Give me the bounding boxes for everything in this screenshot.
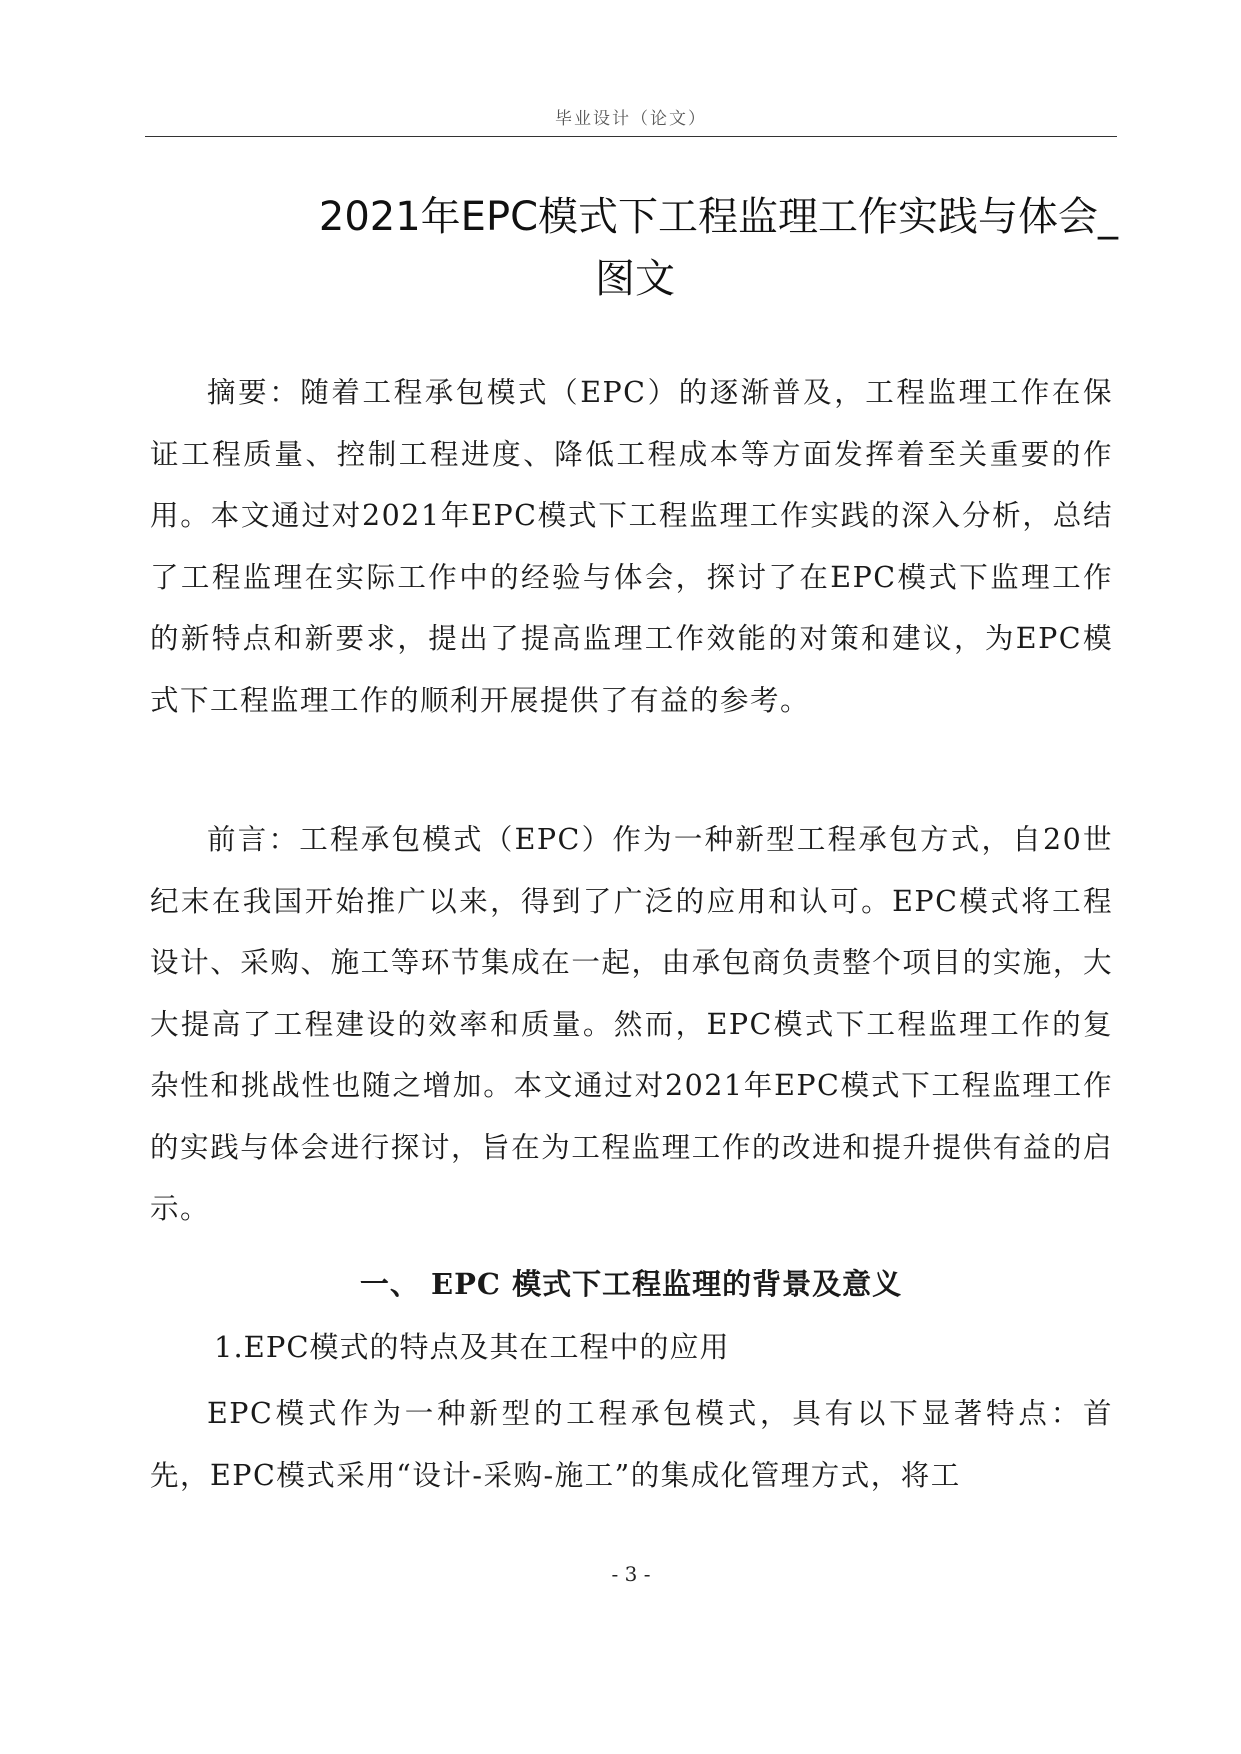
title-line-1: 2021年EPC模式下工程监理工作实践与体会_ bbox=[318, 194, 1118, 240]
document-title bbox=[150, 186, 1120, 310]
section-heading: 一、 EPC 模式下工程监理的背景及意义 bbox=[359, 1267, 903, 1301]
header-divider bbox=[145, 136, 1117, 137]
page-header: 毕业设计（论文） bbox=[555, 109, 707, 129]
body-paragraph: EPC模式作为一种新型的工程承包模式，具有以下显著特点：首先，EPC模式采用“设计-采购-施工”的集成化管理方式，将工 bbox=[150, 1397, 1113, 1492]
abstract-paragraph: 摘要：随着工程承包模式（EPC）的逐渐普及，工程监理工作在保证工程质量、控制工程进度、降低工程成本等方面发挥着至关重要的作用。本文通过对2021年EPC模式下工程监理工作实践的深入分析，总结了工程监理在实际工作中的经验与体会，探讨了在EPC模式下监理工作的新特点和新要求，提出了提高监理工作效能的对策和建议，为EPC模式下工程监理工作的顺利开展提供了有益的参考。 bbox=[150, 376, 1113, 717]
subsection-heading: 1.EPC模式的特点及其在工程中的应用 bbox=[214, 1330, 730, 1364]
foreword-paragraph: 前言：工程承包模式（EPC）作为一种新型工程承包方式，自20世纪末在我国开始推广以来，得到了广泛的应用和认可。EPC模式将工程设计、采购、施工等环节集成在一起，由承包商负责整个项目的实施，大大提高了工程建设的效率和质量。然而，EPC模式下工程监理工作的复杂性和挑战性也随之增加。本文通过对2021年EPC模式下工程监理工作的实践与体会进行探讨，旨在为工程监理工作的改进和提升提供有益的启示。 bbox=[150, 823, 1113, 1225]
page-number: - 3 - bbox=[611, 1562, 651, 1586]
title-line-2: 图文 bbox=[595, 256, 675, 302]
